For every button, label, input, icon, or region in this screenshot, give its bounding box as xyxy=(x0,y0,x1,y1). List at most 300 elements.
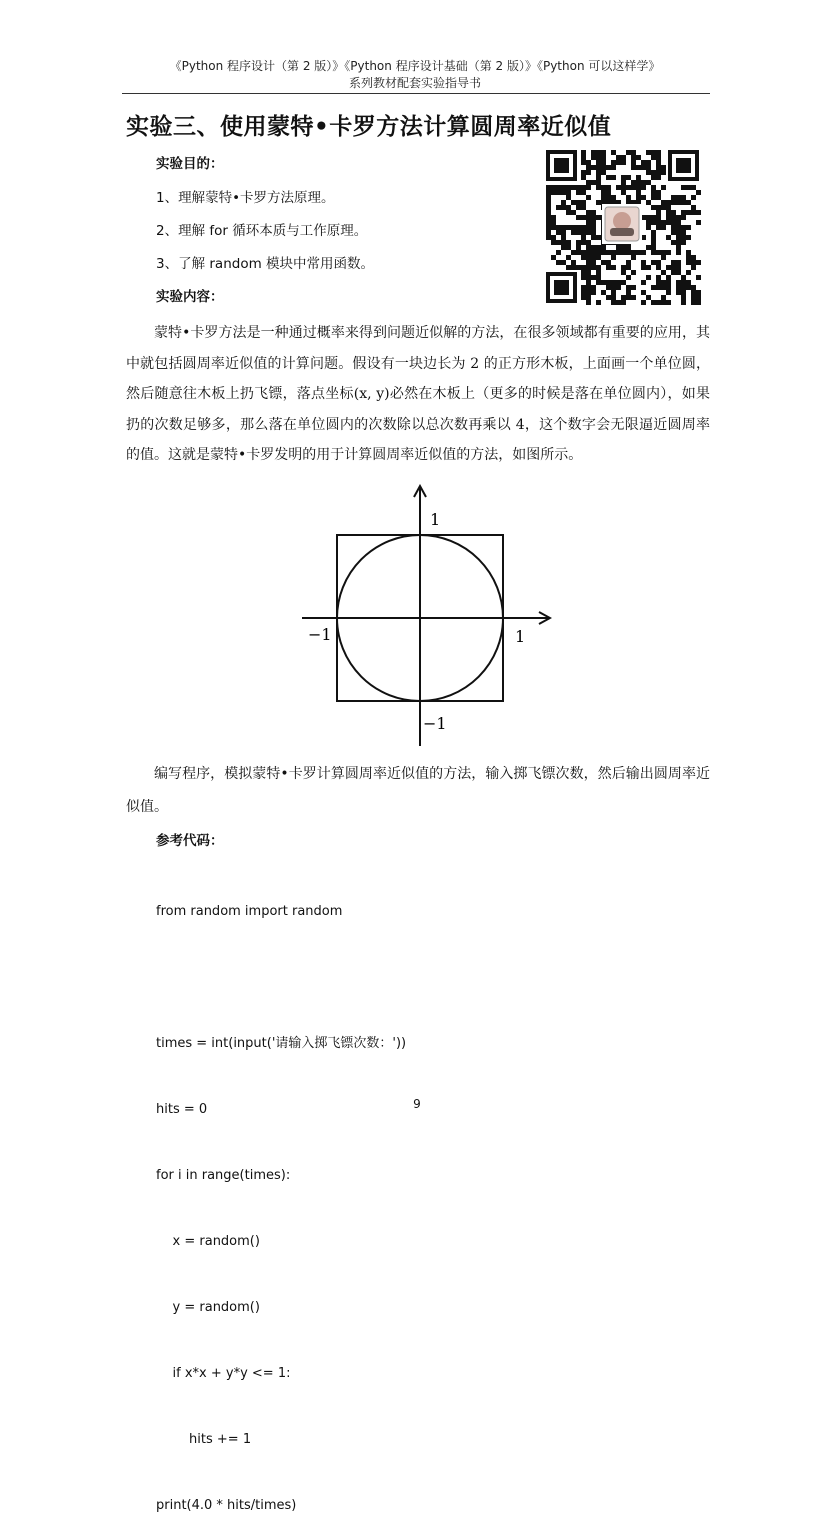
qr-module xyxy=(626,185,631,190)
qr-module xyxy=(546,195,551,200)
qr-module xyxy=(616,250,621,255)
qr-module xyxy=(596,255,601,260)
qr-module xyxy=(556,205,561,210)
qr-module xyxy=(606,195,611,200)
qr-module xyxy=(546,230,551,235)
qr-module xyxy=(586,260,591,265)
qr-module xyxy=(596,300,601,305)
qr-module xyxy=(656,280,661,285)
qr-module xyxy=(576,215,581,220)
qr-module xyxy=(631,180,636,185)
qr-module xyxy=(561,190,566,195)
qr-module xyxy=(586,290,591,295)
qr-module xyxy=(606,285,611,290)
qr-module xyxy=(561,185,566,190)
qr-module xyxy=(611,195,616,200)
code-line: from random import random xyxy=(156,904,343,919)
qr-module xyxy=(571,265,576,270)
qr-module xyxy=(611,165,616,170)
qr-module xyxy=(646,225,651,230)
qr-module xyxy=(576,225,581,230)
qr-module xyxy=(621,175,626,180)
qr-module xyxy=(646,200,651,205)
qr-module xyxy=(571,200,576,205)
qr-module xyxy=(681,210,686,215)
qr-module xyxy=(696,190,701,195)
qr-module xyxy=(581,205,586,210)
qr-module xyxy=(576,240,581,245)
qr-module xyxy=(556,260,561,265)
qr-module xyxy=(641,290,646,295)
qr-module xyxy=(651,195,656,200)
qr-module xyxy=(671,225,676,230)
qr-module xyxy=(581,290,586,295)
qr-module xyxy=(586,300,591,305)
qr-module xyxy=(626,175,631,180)
qr-module xyxy=(651,250,656,255)
qr-module xyxy=(656,300,661,305)
qr-module xyxy=(626,260,631,265)
qr-module xyxy=(596,245,601,250)
qr-module xyxy=(546,215,551,220)
qr-module xyxy=(596,185,601,190)
qr-module xyxy=(551,255,556,260)
qr-module xyxy=(631,270,636,275)
qr-module xyxy=(676,245,681,250)
qr-module xyxy=(581,270,586,275)
qr-module xyxy=(676,250,681,255)
code-block xyxy=(156,857,406,1539)
purpose-item: 3、了解 random 模块中常用函数。 xyxy=(156,256,375,272)
qr-module xyxy=(601,150,606,155)
qr-module xyxy=(561,235,566,240)
qr-module xyxy=(676,200,681,205)
qr-module xyxy=(611,150,616,155)
task-paragraph: 编写程序，模拟蒙特•卡罗计算圆周率近似值的方法，输入掷飞镖次数，然后输出圆周率近似值。 xyxy=(126,766,710,815)
qr-module xyxy=(656,275,661,280)
qr-module xyxy=(676,215,681,220)
qr-module xyxy=(686,235,691,240)
qr-module xyxy=(581,240,586,245)
qr-module xyxy=(666,300,671,305)
qr-module xyxy=(641,260,646,265)
qr-module xyxy=(681,280,686,285)
qr-module xyxy=(621,245,626,250)
qr-module xyxy=(671,195,676,200)
qr-module xyxy=(656,250,661,255)
qr-module xyxy=(591,220,596,225)
qr-module xyxy=(671,260,676,265)
qr-module xyxy=(686,280,691,285)
qr-module xyxy=(626,265,631,270)
qr-module xyxy=(621,265,626,270)
qr-module xyxy=(616,280,621,285)
qr-module xyxy=(686,225,691,230)
qr-module xyxy=(661,280,666,285)
qr-module xyxy=(636,180,641,185)
qr-module xyxy=(601,165,606,170)
qr-module xyxy=(611,160,616,165)
qr-module xyxy=(691,185,696,190)
qr-module xyxy=(576,185,581,190)
qr-module xyxy=(566,190,571,195)
qr-module xyxy=(596,200,601,205)
qr-module xyxy=(696,275,701,280)
qr-module xyxy=(546,220,551,225)
qr-module xyxy=(681,230,686,235)
qr-module xyxy=(611,255,616,260)
qr-module xyxy=(606,265,611,270)
qr-module xyxy=(591,230,596,235)
qr-module xyxy=(681,225,686,230)
qr-module xyxy=(601,170,606,175)
qr-module xyxy=(636,190,641,195)
qr-module xyxy=(646,265,651,270)
qr-module xyxy=(591,180,596,185)
qr-module xyxy=(581,150,586,155)
qr-module xyxy=(656,195,661,200)
qr-module xyxy=(671,240,676,245)
qr-module xyxy=(666,285,671,290)
qr-module xyxy=(671,265,676,270)
qr-module xyxy=(676,195,681,200)
page-number: 9 xyxy=(413,1097,421,1111)
qr-module xyxy=(696,295,701,300)
qr-module xyxy=(641,195,646,200)
qr-module xyxy=(556,230,561,235)
qr-module xyxy=(561,225,566,230)
running-header xyxy=(120,58,710,92)
qr-module xyxy=(586,240,591,245)
qr-module xyxy=(551,185,556,190)
qr-module xyxy=(641,180,646,185)
purpose-heading: 实验目的： xyxy=(156,156,224,172)
page-title: 实验三、使用蒙特•卡罗方法计算圆周率近似值 xyxy=(126,114,612,140)
qr-module xyxy=(636,195,641,200)
qr-module xyxy=(626,150,631,155)
qr-module xyxy=(616,185,621,190)
qr-module xyxy=(591,150,596,155)
qr-module xyxy=(586,225,591,230)
qr-module xyxy=(661,220,666,225)
qr-module xyxy=(566,255,571,260)
qr-module xyxy=(551,220,556,225)
qr-module xyxy=(676,240,681,245)
qr-module xyxy=(686,185,691,190)
qr-module xyxy=(596,275,601,280)
qr-module xyxy=(591,290,596,295)
qr-module xyxy=(566,225,571,230)
qr-module xyxy=(656,215,661,220)
code-line xyxy=(156,967,406,989)
qr-module xyxy=(586,195,591,200)
qr-module xyxy=(566,210,571,215)
qr-module xyxy=(591,255,596,260)
qr-module xyxy=(596,150,601,155)
qr-module xyxy=(556,190,561,195)
qr-module xyxy=(566,265,571,270)
qr-module xyxy=(681,195,686,200)
qr-module xyxy=(691,300,696,305)
qr-module xyxy=(686,285,691,290)
qr-module xyxy=(626,275,631,280)
qr-module xyxy=(616,300,621,305)
unit-circle-figure xyxy=(298,480,560,748)
qr-module xyxy=(591,235,596,240)
code-line: for i in range(times): xyxy=(156,1168,291,1183)
qr-module xyxy=(686,255,691,260)
qr-module xyxy=(651,185,656,190)
qr-module xyxy=(626,250,631,255)
qr-module xyxy=(566,205,571,210)
qr-module xyxy=(676,290,681,295)
qr-module xyxy=(631,295,636,300)
qr-module xyxy=(661,250,666,255)
qr-module xyxy=(621,280,626,285)
qr-module xyxy=(651,190,656,195)
qr-module xyxy=(676,270,681,275)
qr-module xyxy=(696,260,701,265)
qr-module xyxy=(671,220,676,225)
qr-module xyxy=(591,215,596,220)
qr-module xyxy=(626,245,631,250)
qr-module xyxy=(606,295,611,300)
qr-module xyxy=(596,165,601,170)
qr-module xyxy=(656,210,661,215)
qr-module xyxy=(616,160,621,165)
qr-module xyxy=(586,210,591,215)
code-line: y = random() xyxy=(156,1300,260,1315)
qr-module xyxy=(651,285,656,290)
qr-module xyxy=(581,160,586,165)
qr-module xyxy=(651,150,656,155)
qr-module xyxy=(581,215,586,220)
qr-module xyxy=(586,255,591,260)
qr-module xyxy=(651,300,656,305)
qr-module xyxy=(561,230,566,235)
qr-module xyxy=(626,195,631,200)
qr-module xyxy=(576,190,581,195)
qr-module xyxy=(641,280,646,285)
qr-module xyxy=(631,185,636,190)
qr-module xyxy=(551,190,556,195)
qr-module xyxy=(671,200,676,205)
qr-module xyxy=(586,280,591,285)
qr-module xyxy=(656,220,661,225)
qr-module xyxy=(611,290,616,295)
code-line: if x*x + y*y <= 1: xyxy=(156,1366,291,1381)
qr-module xyxy=(646,245,651,250)
qr-module xyxy=(681,295,686,300)
qr-module xyxy=(651,240,656,245)
qr-module xyxy=(641,300,646,305)
content-heading: 实验内容： xyxy=(156,289,224,305)
qr-module xyxy=(666,235,671,240)
qr-module xyxy=(646,275,651,280)
qr-module xyxy=(621,300,626,305)
qr-module xyxy=(646,180,651,185)
qr-module xyxy=(601,245,606,250)
qr-module xyxy=(546,210,551,215)
purpose-item: 1、理解蒙特•卡罗方法原理。 xyxy=(156,190,335,206)
qr-module xyxy=(586,215,591,220)
qr-module xyxy=(586,245,591,250)
qr-module xyxy=(571,260,576,265)
qr-module xyxy=(601,195,606,200)
qr-module xyxy=(621,185,626,190)
qr-module xyxy=(641,265,646,270)
qr-module xyxy=(656,205,661,210)
qr-module xyxy=(561,240,566,245)
qr-module xyxy=(581,155,586,160)
qr-module xyxy=(651,215,656,220)
qr-module xyxy=(656,260,661,265)
qr-module xyxy=(661,205,666,210)
label-right: 1 xyxy=(515,627,526,646)
qr-module xyxy=(586,230,591,235)
qr-module xyxy=(691,295,696,300)
qr-module xyxy=(651,155,656,160)
qr-module xyxy=(666,215,671,220)
qr-module xyxy=(561,200,566,205)
qr-module xyxy=(576,205,581,210)
qr-module xyxy=(561,205,566,210)
qr-module xyxy=(571,225,576,230)
qr-module xyxy=(631,150,636,155)
qr-module xyxy=(591,265,596,270)
qr-module xyxy=(571,185,576,190)
header-line-1: 《Python 程序设计（第 2 版）》《Python 程序设计基础（第 2 版）》《Python 可以这样学》 xyxy=(169,59,661,73)
code-heading: 参考代码： xyxy=(156,833,224,849)
qr-module xyxy=(666,265,671,270)
qr-module xyxy=(621,180,626,185)
qr-module xyxy=(656,160,661,165)
qr-module xyxy=(686,200,691,205)
qr-module xyxy=(581,200,586,205)
qr-module xyxy=(646,215,651,220)
qr-module xyxy=(566,245,571,250)
qr-module xyxy=(611,250,616,255)
qr-module xyxy=(691,205,696,210)
qr-module xyxy=(591,210,596,215)
qr-module xyxy=(651,220,656,225)
qr-module xyxy=(666,250,671,255)
qr-module xyxy=(551,235,556,240)
qr-module xyxy=(681,285,686,290)
qr-module xyxy=(616,155,621,160)
qr-module xyxy=(581,175,586,180)
qr-module xyxy=(591,225,596,230)
code-line: x = random() xyxy=(156,1234,260,1249)
qr-module xyxy=(646,160,651,165)
qr-module xyxy=(676,235,681,240)
qr-module xyxy=(586,170,591,175)
qr-module xyxy=(651,235,656,240)
qr-module xyxy=(581,265,586,270)
code-line: hits = 0 xyxy=(156,1102,208,1117)
qr-module xyxy=(626,285,631,290)
qr-module xyxy=(691,265,696,270)
qr-module xyxy=(676,280,681,285)
qr-module xyxy=(656,225,661,230)
qr-module xyxy=(656,170,661,175)
qr-module xyxy=(546,200,551,205)
qr-module xyxy=(671,210,676,215)
intro-paragraph: 蒙特•卡罗方法是一种通过概率来得到问题近似解的方法，在很多领域都有重要的应用，其中就包括圆周率近似值的计算问题。假设有一块边长为 2 的正方形木板，上面画一个单位圆，然后随意往木板上扔飞镖，落点坐标(x, y)必然在木板上（更多的时候是落在单位圆内），如果扔的次数足够多，那么落在单位圆内的次数除以总次数再乘以 4，这个数字会无限逼近圆周率的值。这就是蒙特•卡罗发明的用于计算圆周率近似值的方法，如图所示。 xyxy=(126,325,710,463)
qr-module xyxy=(621,270,626,275)
qr-module xyxy=(681,215,686,220)
qr-module xyxy=(546,185,551,190)
qr-module xyxy=(596,265,601,270)
qr-module xyxy=(666,220,671,225)
qr-module xyxy=(626,290,631,295)
qr-module xyxy=(581,230,586,235)
qr-module xyxy=(546,190,551,195)
qr-module xyxy=(596,280,601,285)
qr-module xyxy=(651,205,656,210)
qr-module xyxy=(651,245,656,250)
qr-module xyxy=(601,290,606,295)
qr-module xyxy=(666,280,671,285)
qr-module xyxy=(581,250,586,255)
qr-module xyxy=(661,165,666,170)
qr-module xyxy=(591,165,596,170)
qr-module xyxy=(661,170,666,175)
qr-module xyxy=(661,255,666,260)
qr-module xyxy=(596,180,601,185)
qr-module xyxy=(681,290,686,295)
qr-module xyxy=(671,270,676,275)
qr-module xyxy=(581,255,586,260)
qr-module xyxy=(631,155,636,160)
qr-module xyxy=(696,210,701,215)
qr-module xyxy=(596,250,601,255)
qr-module xyxy=(596,175,601,180)
qr-module xyxy=(581,275,586,280)
qr-module xyxy=(586,180,591,185)
qr-module xyxy=(586,250,591,255)
qr-module xyxy=(696,290,701,295)
qr-module xyxy=(621,160,626,165)
qr-module xyxy=(601,190,606,195)
qr-module xyxy=(576,230,581,235)
qr-module xyxy=(656,285,661,290)
qr-module xyxy=(631,285,636,290)
qr-module xyxy=(601,260,606,265)
qr-module xyxy=(641,160,646,165)
qr-module xyxy=(641,250,646,255)
qr-module xyxy=(661,185,666,190)
qr-module xyxy=(586,160,591,165)
qr-module xyxy=(611,175,616,180)
qr-module xyxy=(561,245,566,250)
qr-module xyxy=(656,155,661,160)
label-top: 1 xyxy=(430,510,441,529)
code-line: hits += 1 xyxy=(156,1432,252,1447)
qr-module xyxy=(596,235,601,240)
qr-module xyxy=(606,190,611,195)
qr-module xyxy=(661,200,666,205)
qr-module xyxy=(691,260,696,265)
qr-module xyxy=(661,285,666,290)
qr-module xyxy=(661,300,666,305)
qr-module xyxy=(656,175,661,180)
qr-module xyxy=(646,170,651,175)
qr-module xyxy=(691,290,696,295)
qr-module xyxy=(586,285,591,290)
qr-module xyxy=(601,280,606,285)
qr-module xyxy=(631,250,636,255)
